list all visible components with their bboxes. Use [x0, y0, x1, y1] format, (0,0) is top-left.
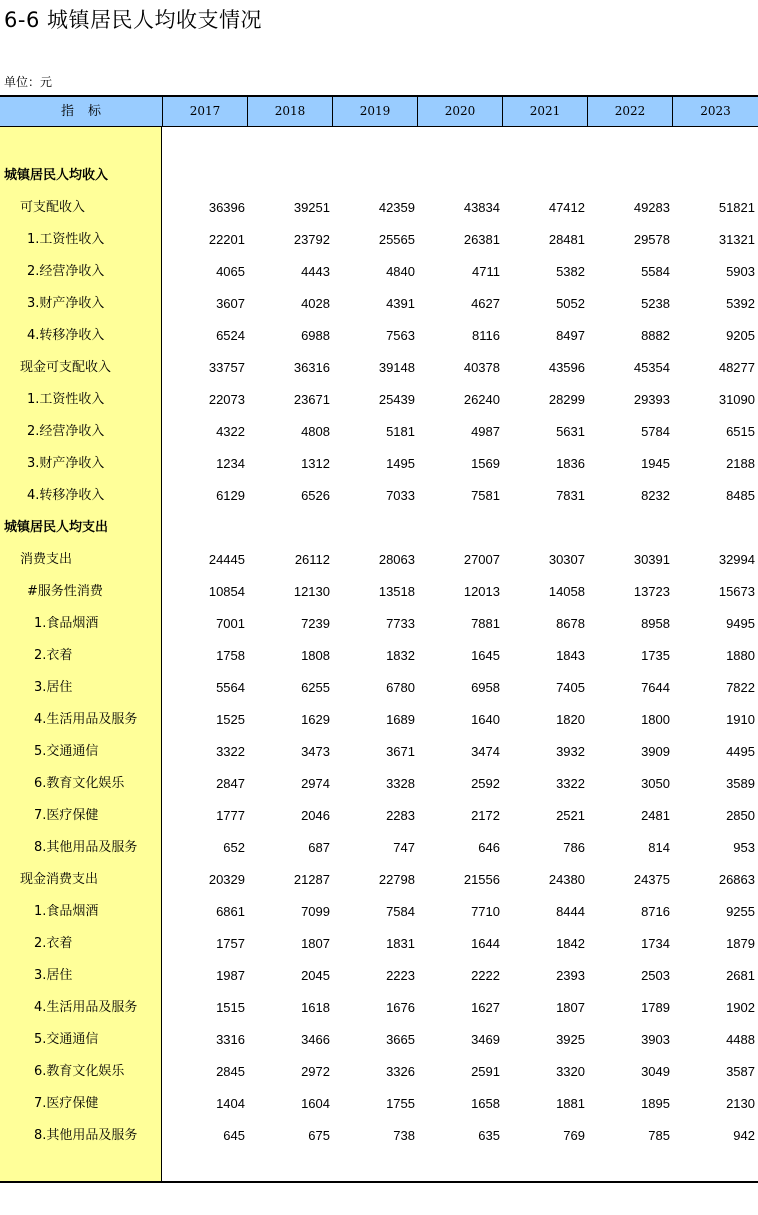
value-cell-2021: 30307 [548, 552, 585, 567]
row-label: 4.转移净收入 [27, 488, 105, 503]
value-cell-2023: 8485 [726, 488, 755, 503]
value-cell-2022: 1735 [641, 648, 670, 663]
value-cell-2023: 1902 [726, 1000, 755, 1015]
value-cell-2021: 786 [563, 840, 585, 855]
value-cell-2018: 36316 [293, 360, 330, 375]
value-cell-2018: 7099 [301, 904, 330, 919]
value-cell-2022: 1945 [641, 456, 670, 471]
value-cell-2017: 1758 [216, 648, 245, 663]
value-cell-2021: 14058 [548, 584, 585, 599]
table-row [0, 480, 758, 512]
value-cell-2023: 5392 [726, 296, 755, 311]
value-cell-2020: 26240 [463, 392, 500, 407]
section-row [0, 160, 758, 192]
row-label: 3.居住 [34, 680, 73, 695]
value-cell-2021: 28299 [548, 392, 585, 407]
row-label: 5.交通通信 [34, 744, 99, 759]
value-cell-2017: 6129 [216, 488, 245, 503]
value-cell-2017: 3322 [216, 744, 245, 759]
row-label: 8.其他用品及服务 [34, 1128, 138, 1143]
value-cell-2018: 1807 [301, 936, 330, 951]
value-cell-2017: 1404 [216, 1096, 245, 1111]
value-cell-2020: 3474 [471, 744, 500, 759]
section-label: 城镇居民人均支出 [4, 520, 109, 535]
value-cell-2020: 4987 [471, 424, 500, 439]
table-row [0, 544, 758, 576]
value-cell-2022: 8232 [641, 488, 670, 503]
value-cell-2023: 5903 [726, 264, 755, 279]
value-cell-2022: 24375 [633, 872, 670, 887]
value-cell-2018: 1618 [301, 1000, 330, 1015]
table-row [0, 768, 758, 800]
value-cell-2023: 2850 [726, 808, 755, 823]
table-row [0, 672, 758, 704]
value-cell-2023: 942 [733, 1128, 755, 1143]
header-year-2023: 2023 [672, 97, 758, 126]
table-row [0, 832, 758, 864]
data-table [0, 95, 758, 1183]
value-cell-2021: 3925 [556, 1032, 585, 1047]
value-cell-2017: 1777 [216, 808, 245, 823]
value-cell-2017: 24445 [208, 552, 245, 567]
row-label: 1.工资性收入 [27, 392, 105, 407]
section-label: 城镇居民人均收入 [4, 168, 109, 183]
value-cell-2018: 23792 [293, 232, 330, 247]
table-row [0, 416, 758, 448]
row-label: 2.经营净收入 [27, 424, 105, 439]
table-row [0, 224, 758, 256]
table-row [0, 384, 758, 416]
value-cell-2019: 1676 [386, 1000, 415, 1015]
row-label: 1.工资性收入 [27, 232, 105, 247]
value-cell-2018: 675 [308, 1128, 330, 1143]
value-cell-2019: 1832 [386, 648, 415, 663]
value-cell-2019: 1495 [386, 456, 415, 471]
row-label: 消费支出 [20, 552, 73, 567]
value-cell-2020: 1640 [471, 712, 500, 727]
table-row [0, 992, 758, 1024]
table-row [0, 704, 758, 736]
value-cell-2021: 3322 [556, 776, 585, 791]
value-cell-2022: 29578 [633, 232, 670, 247]
table-row [0, 928, 758, 960]
value-cell-2019: 1831 [386, 936, 415, 951]
value-cell-2021: 1842 [556, 936, 585, 951]
value-cell-2023: 9255 [726, 904, 755, 919]
value-cell-2019: 13518 [378, 584, 415, 599]
value-cell-2021: 7405 [556, 680, 585, 695]
table-row [0, 736, 758, 768]
row-label: 8.其他用品及服务 [34, 840, 138, 855]
value-cell-2020: 21556 [463, 872, 500, 887]
value-cell-2021: 2521 [556, 808, 585, 823]
row-label: #服务性消费 [27, 584, 103, 599]
table-row [0, 192, 758, 224]
value-cell-2020: 1645 [471, 648, 500, 663]
value-cell-2021: 1820 [556, 712, 585, 727]
table-row [0, 608, 758, 640]
value-cell-2017: 10854 [208, 584, 245, 599]
value-cell-2021: 2393 [556, 968, 585, 983]
value-cell-2021: 1836 [556, 456, 585, 471]
table-row [0, 288, 758, 320]
table-row [0, 352, 758, 384]
value-cell-2021: 24380 [548, 872, 585, 887]
value-cell-2022: 3049 [641, 1064, 670, 1079]
unit-label: 单位：元 [4, 75, 53, 89]
table-row [0, 1056, 758, 1088]
value-cell-2020: 635 [478, 1128, 500, 1143]
value-cell-2021: 1843 [556, 648, 585, 663]
value-cell-2022: 49283 [633, 200, 670, 215]
value-cell-2017: 4065 [216, 264, 245, 279]
value-cell-2018: 1604 [301, 1096, 330, 1111]
value-cell-2022: 7644 [641, 680, 670, 695]
value-cell-2020: 3469 [471, 1032, 500, 1047]
value-cell-2018: 6255 [301, 680, 330, 695]
table-row [0, 448, 758, 480]
value-cell-2018: 4028 [301, 296, 330, 311]
value-cell-2019: 3328 [386, 776, 415, 791]
row-label: 4.生活用品及服务 [34, 712, 138, 727]
value-cell-2020: 1658 [471, 1096, 500, 1111]
value-cell-2019: 25565 [378, 232, 415, 247]
table-row [0, 960, 758, 992]
value-cell-2023: 32994 [718, 552, 755, 567]
value-cell-2023: 31321 [718, 232, 755, 247]
value-cell-2020: 4627 [471, 296, 500, 311]
value-cell-2017: 7001 [216, 616, 245, 631]
table-row [0, 896, 758, 928]
header-indicator-label: 指标 [60, 104, 115, 119]
row-label: 2.衣着 [34, 936, 73, 951]
value-cell-2018: 6988 [301, 328, 330, 343]
value-cell-2019: 5181 [386, 424, 415, 439]
value-cell-2023: 51821 [718, 200, 755, 215]
value-cell-2018: 6526 [301, 488, 330, 503]
table-row [0, 1088, 758, 1120]
value-cell-2019: 747 [393, 840, 415, 855]
value-cell-2018: 2974 [301, 776, 330, 791]
value-cell-2020: 26381 [463, 232, 500, 247]
value-cell-2019: 1689 [386, 712, 415, 727]
value-cell-2023: 7822 [726, 680, 755, 695]
value-cell-2020: 646 [478, 840, 500, 855]
value-cell-2019: 738 [393, 1128, 415, 1143]
table-row [0, 800, 758, 832]
page-title: 6-6 城镇居民人均收支情况 [4, 8, 262, 32]
value-cell-2021: 47412 [548, 200, 585, 215]
table-row [0, 1024, 758, 1056]
value-cell-2023: 2681 [726, 968, 755, 983]
table-row [0, 256, 758, 288]
header-year-2017: 2017 [162, 97, 247, 126]
value-cell-2019: 7584 [386, 904, 415, 919]
value-cell-2019: 2283 [386, 808, 415, 823]
value-cell-2023: 3589 [726, 776, 755, 791]
header-year-2021: 2021 [502, 97, 587, 126]
value-cell-2017: 20329 [208, 872, 245, 887]
value-cell-2019: 28063 [378, 552, 415, 567]
value-cell-2021: 1881 [556, 1096, 585, 1111]
value-cell-2022: 29393 [633, 392, 670, 407]
value-cell-2017: 2847 [216, 776, 245, 791]
table-row [0, 864, 758, 896]
value-cell-2022: 5784 [641, 424, 670, 439]
row-label: 4.生活用品及服务 [34, 1000, 138, 1015]
row-label: 4.转移净收入 [27, 328, 105, 343]
row-label: 3.居住 [34, 968, 73, 983]
value-cell-2018: 4808 [301, 424, 330, 439]
value-cell-2021: 8444 [556, 904, 585, 919]
value-cell-2023: 1879 [726, 936, 755, 951]
value-cell-2022: 5584 [641, 264, 670, 279]
value-cell-2022: 8882 [641, 328, 670, 343]
value-cell-2022: 45354 [633, 360, 670, 375]
value-cell-2017: 6861 [216, 904, 245, 919]
table-row [0, 320, 758, 352]
value-cell-2018: 23671 [293, 392, 330, 407]
value-cell-2020: 4711 [472, 264, 500, 279]
value-cell-2018: 39251 [293, 200, 330, 215]
value-cell-2021: 8678 [556, 616, 585, 631]
table-row [0, 576, 758, 608]
value-cell-2019: 3671 [386, 744, 415, 759]
value-cell-2019: 7033 [386, 488, 415, 503]
value-cell-2019: 4391 [386, 296, 415, 311]
value-cell-2017: 1515 [216, 1000, 245, 1015]
value-cell-2017: 22073 [208, 392, 245, 407]
value-cell-2023: 48277 [718, 360, 755, 375]
row-label: 7.医疗保健 [34, 1096, 99, 1111]
table-row [0, 640, 758, 672]
value-cell-2017: 1757 [216, 936, 245, 951]
value-cell-2018: 2972 [301, 1064, 330, 1079]
value-cell-2020: 2172 [471, 808, 500, 823]
value-cell-2018: 7239 [301, 616, 330, 631]
value-cell-2019: 25439 [378, 392, 415, 407]
table-header [0, 97, 758, 127]
value-cell-2023: 26863 [718, 872, 755, 887]
value-cell-2023: 2188 [726, 456, 755, 471]
value-cell-2020: 40378 [463, 360, 500, 375]
value-cell-2018: 3473 [301, 744, 330, 759]
row-label: 可支配收入 [20, 200, 86, 215]
value-cell-2021: 7831 [556, 488, 585, 503]
value-cell-2023: 4495 [726, 744, 755, 759]
row-label: 3.财产净收入 [27, 456, 105, 471]
value-cell-2019: 7563 [386, 328, 415, 343]
value-cell-2022: 1789 [641, 1000, 670, 1015]
row-label: 6.教育文化娱乐 [34, 776, 125, 791]
value-cell-2023: 3587 [726, 1064, 755, 1079]
value-cell-2021: 43596 [548, 360, 585, 375]
value-cell-2019: 22798 [378, 872, 415, 887]
value-cell-2023: 15673 [718, 584, 755, 599]
value-cell-2017: 6524 [216, 328, 245, 343]
value-cell-2022: 3903 [641, 1032, 670, 1047]
value-cell-2022: 13723 [633, 584, 670, 599]
value-cell-2023: 1910 [726, 712, 755, 727]
value-cell-2023: 9205 [726, 328, 755, 343]
value-cell-2017: 3607 [216, 296, 245, 311]
value-cell-2021: 5382 [556, 264, 585, 279]
value-cell-2021: 28481 [548, 232, 585, 247]
value-cell-2023: 953 [733, 840, 755, 855]
value-cell-2020: 6958 [471, 680, 500, 695]
value-cell-2017: 5564 [216, 680, 245, 695]
table-row [0, 1120, 758, 1152]
row-label: 2.衣着 [34, 648, 73, 663]
value-cell-2022: 1800 [641, 712, 670, 727]
value-cell-2017: 33757 [208, 360, 245, 375]
value-cell-2018: 2045 [301, 968, 330, 983]
value-cell-2017: 1525 [216, 712, 245, 727]
value-cell-2019: 42359 [378, 200, 415, 215]
header-year-2020: 2020 [417, 97, 502, 126]
value-cell-2021: 3932 [556, 744, 585, 759]
value-cell-2022: 5238 [641, 296, 670, 311]
row-label: 6.教育文化娱乐 [34, 1064, 125, 1079]
row-label: 7.医疗保健 [34, 808, 99, 823]
value-cell-2017: 652 [223, 840, 245, 855]
value-cell-2017: 36396 [208, 200, 245, 215]
value-cell-2017: 4322 [216, 424, 245, 439]
value-cell-2022: 3050 [641, 776, 670, 791]
value-cell-2018: 12130 [293, 584, 330, 599]
value-cell-2023: 9495 [726, 616, 755, 631]
header-year-2019: 2019 [332, 97, 417, 126]
value-cell-2019: 3665 [386, 1032, 415, 1047]
value-cell-2023: 2130 [726, 1096, 755, 1111]
value-cell-2022: 2481 [641, 808, 670, 823]
value-cell-2019: 1755 [386, 1096, 415, 1111]
value-cell-2017: 1987 [216, 968, 245, 983]
header-year-2022: 2022 [587, 97, 672, 126]
value-cell-2020: 1569 [471, 456, 500, 471]
value-cell-2022: 3909 [641, 744, 670, 759]
value-cell-2020: 7710 [471, 904, 500, 919]
value-cell-2023: 4488 [726, 1032, 755, 1047]
row-label: 现金消费支出 [20, 872, 99, 887]
value-cell-2020: 1627 [471, 1000, 500, 1015]
value-cell-2020: 2222 [471, 968, 500, 983]
value-cell-2017: 2845 [216, 1064, 245, 1079]
value-cell-2021: 8497 [556, 328, 585, 343]
value-cell-2018: 1312 [301, 456, 330, 471]
value-cell-2018: 687 [308, 840, 330, 855]
value-cell-2023: 1880 [726, 648, 755, 663]
row-label: 2.经营净收入 [27, 264, 105, 279]
value-cell-2020: 2592 [471, 776, 500, 791]
value-cell-2021: 5631 [556, 424, 585, 439]
value-cell-2020: 7881 [471, 616, 500, 631]
value-cell-2018: 1629 [301, 712, 330, 727]
value-cell-2020: 1644 [471, 936, 500, 951]
value-cell-2017: 22201 [208, 232, 245, 247]
value-cell-2022: 814 [648, 840, 670, 855]
value-cell-2021: 769 [563, 1128, 585, 1143]
value-cell-2022: 8958 [641, 616, 670, 631]
value-cell-2020: 8116 [472, 328, 500, 343]
value-cell-2019: 2223 [386, 968, 415, 983]
value-cell-2018: 2046 [301, 808, 330, 823]
value-cell-2017: 3316 [216, 1032, 245, 1047]
value-cell-2022: 2503 [641, 968, 670, 983]
value-cell-2022: 1734 [641, 936, 670, 951]
row-label: 现金可支配收入 [20, 360, 112, 375]
value-cell-2020: 7581 [471, 488, 500, 503]
value-cell-2018: 4443 [301, 264, 330, 279]
value-cell-2019: 4840 [386, 264, 415, 279]
value-cell-2018: 21287 [293, 872, 330, 887]
value-cell-2020: 43834 [463, 200, 500, 215]
value-cell-2019: 3326 [386, 1064, 415, 1079]
value-cell-2019: 7733 [386, 616, 415, 631]
value-cell-2018: 3466 [301, 1032, 330, 1047]
value-cell-2018: 1808 [301, 648, 330, 663]
section-row [0, 512, 758, 544]
value-cell-2021: 3320 [556, 1064, 585, 1079]
row-label: 1.食品烟酒 [34, 904, 99, 919]
value-cell-2018: 26112 [294, 552, 330, 567]
row-label: 3.财产净收入 [27, 296, 105, 311]
value-cell-2017: 1234 [216, 456, 245, 471]
value-cell-2021: 1807 [556, 1000, 585, 1015]
value-cell-2020: 27007 [463, 552, 500, 567]
value-cell-2022: 785 [648, 1128, 670, 1143]
row-label: 5.交通通信 [34, 1032, 99, 1047]
value-cell-2022: 8716 [641, 904, 670, 919]
value-cell-2022: 30391 [633, 552, 670, 567]
value-cell-2020: 2591 [471, 1064, 500, 1079]
value-cell-2021: 5052 [556, 296, 585, 311]
value-cell-2020: 12013 [463, 584, 500, 599]
value-cell-2017: 645 [223, 1128, 245, 1143]
row-label: 1.食品烟酒 [34, 616, 99, 631]
value-cell-2023: 6515 [726, 424, 755, 439]
value-cell-2019: 6780 [386, 680, 415, 695]
value-cell-2023: 31090 [718, 392, 755, 407]
value-cell-2022: 1895 [641, 1096, 670, 1111]
value-cell-2019: 39148 [378, 360, 415, 375]
header-year-2018: 2018 [247, 97, 332, 126]
